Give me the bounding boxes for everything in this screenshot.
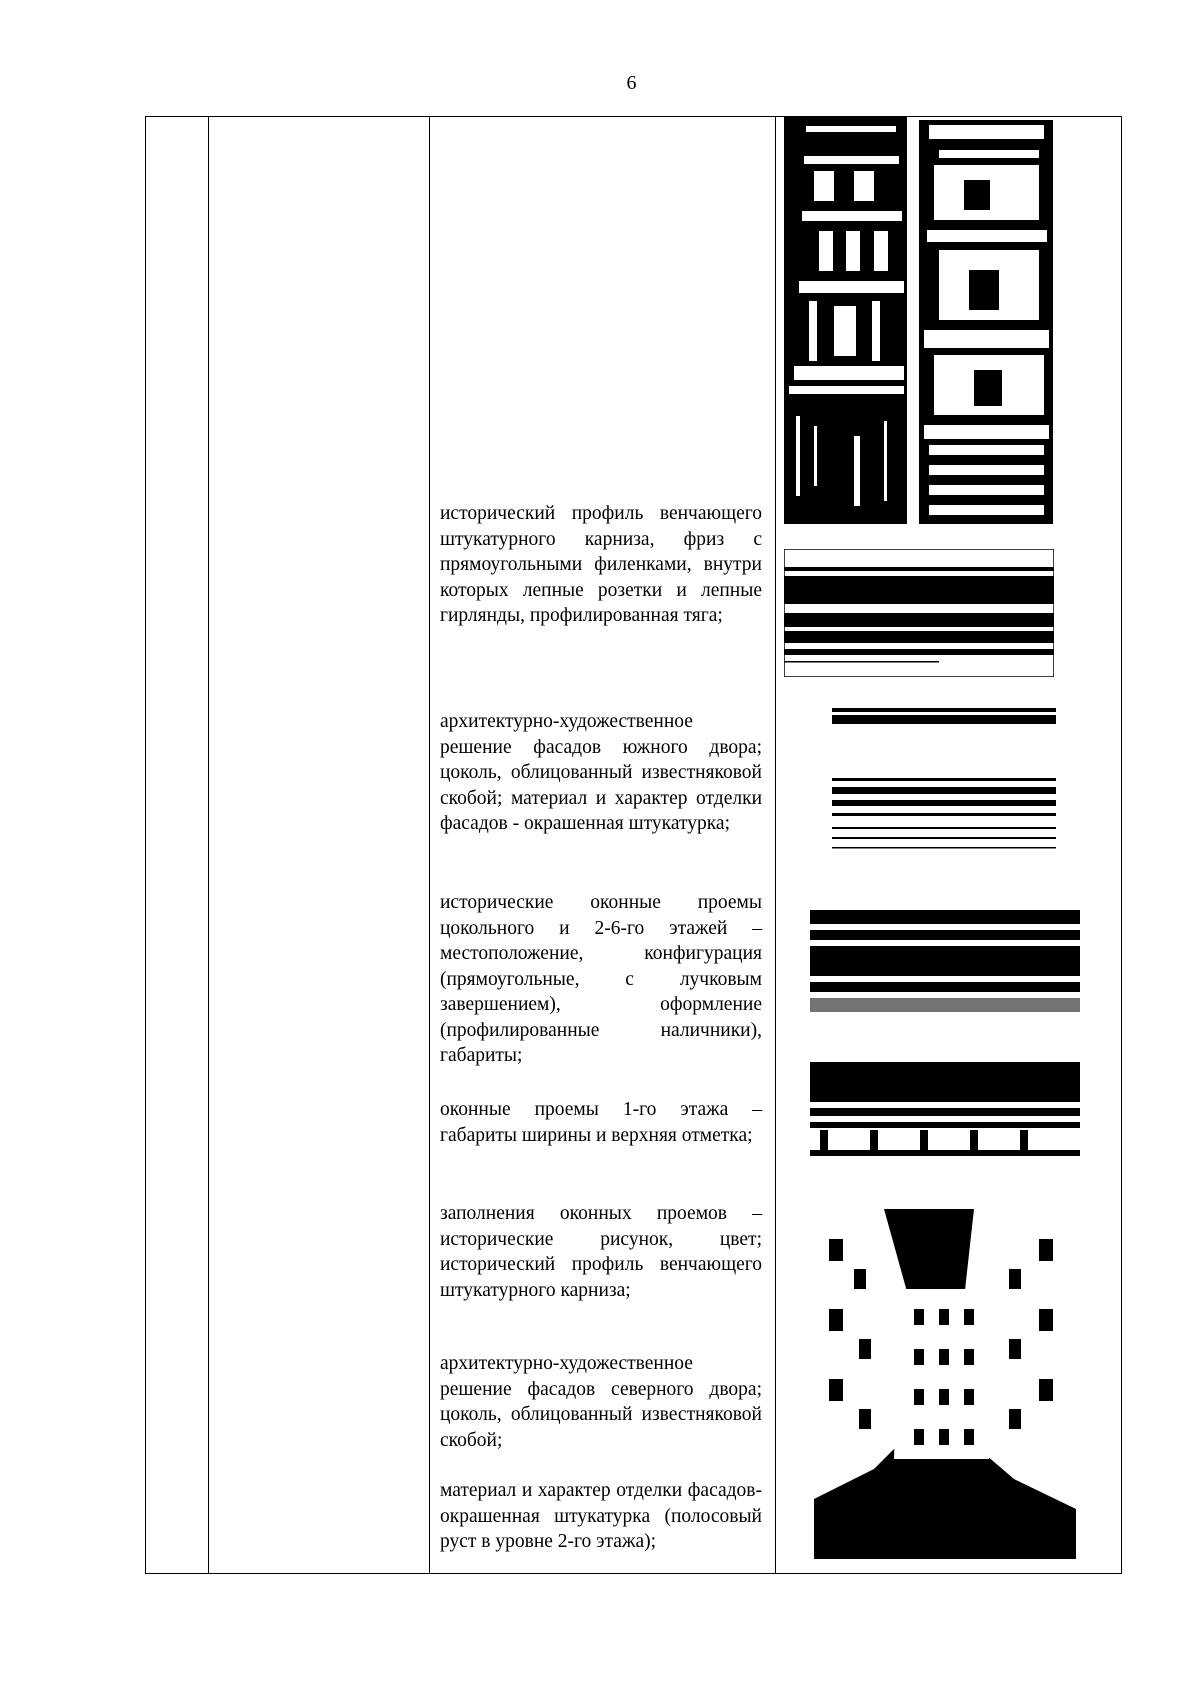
description-text: материал и характер отделки фасадов-окрашенная штукатурка (полосовый руст в уровне 2-го этажа); (440, 1480, 762, 1552)
description-item (440, 1097, 762, 1148)
description-text: заполнения оконных проемов – исторические рисунок, цвет; исторический профиль венчающего штукатурного карниза; (440, 1203, 762, 1301)
description-item (440, 1478, 762, 1555)
column-divider (429, 117, 430, 1573)
description-text: архитектурно-художественное решение фасадов южного двора; цоколь, облицованный известняковой скобой; материал и характер отделки фасадов - окрашенная штукатурка; (440, 711, 762, 834)
photo-cornice-detail-3 (810, 908, 1080, 1013)
photo-facade-left (784, 116, 907, 524)
page-number: 6 (626, 72, 637, 94)
photo-courtyard (814, 1209, 1076, 1559)
column-divider (775, 117, 776, 1573)
photo-cornice (784, 549, 1054, 677)
photo-cornice-detail-1 (832, 706, 1056, 730)
description-text: исторический профиль венчающего штукатурного карниза, фриз с прямоугольными филенками, внутри которых лепные розетки и лепные гирлянды, профилированная тяга; (440, 503, 762, 626)
photo-facade-right (919, 120, 1053, 524)
description-item (440, 890, 762, 1069)
description-text: оконные проемы 1-го этажа – габариты ширины и верхняя отметка; (440, 1099, 762, 1146)
description-item (440, 1201, 762, 1303)
column-divider (208, 117, 209, 1573)
description-text: исторические оконные проемы цокольного и 2-6-го этажей – местоположение, конфигурация (прямоугольные, с лучковым завершением), оформление (профилированные наличники), габариты; (440, 892, 762, 1066)
description-item (440, 1351, 762, 1453)
description-item (440, 501, 762, 629)
description-item (440, 709, 762, 837)
photo-cornice-detail-4 (810, 1058, 1080, 1158)
description-text: архитектурно-художественное решение фасадов северного двора; цоколь, облицованный известняковой скобой; (440, 1353, 762, 1451)
photo-cornice-detail-2 (832, 775, 1056, 855)
